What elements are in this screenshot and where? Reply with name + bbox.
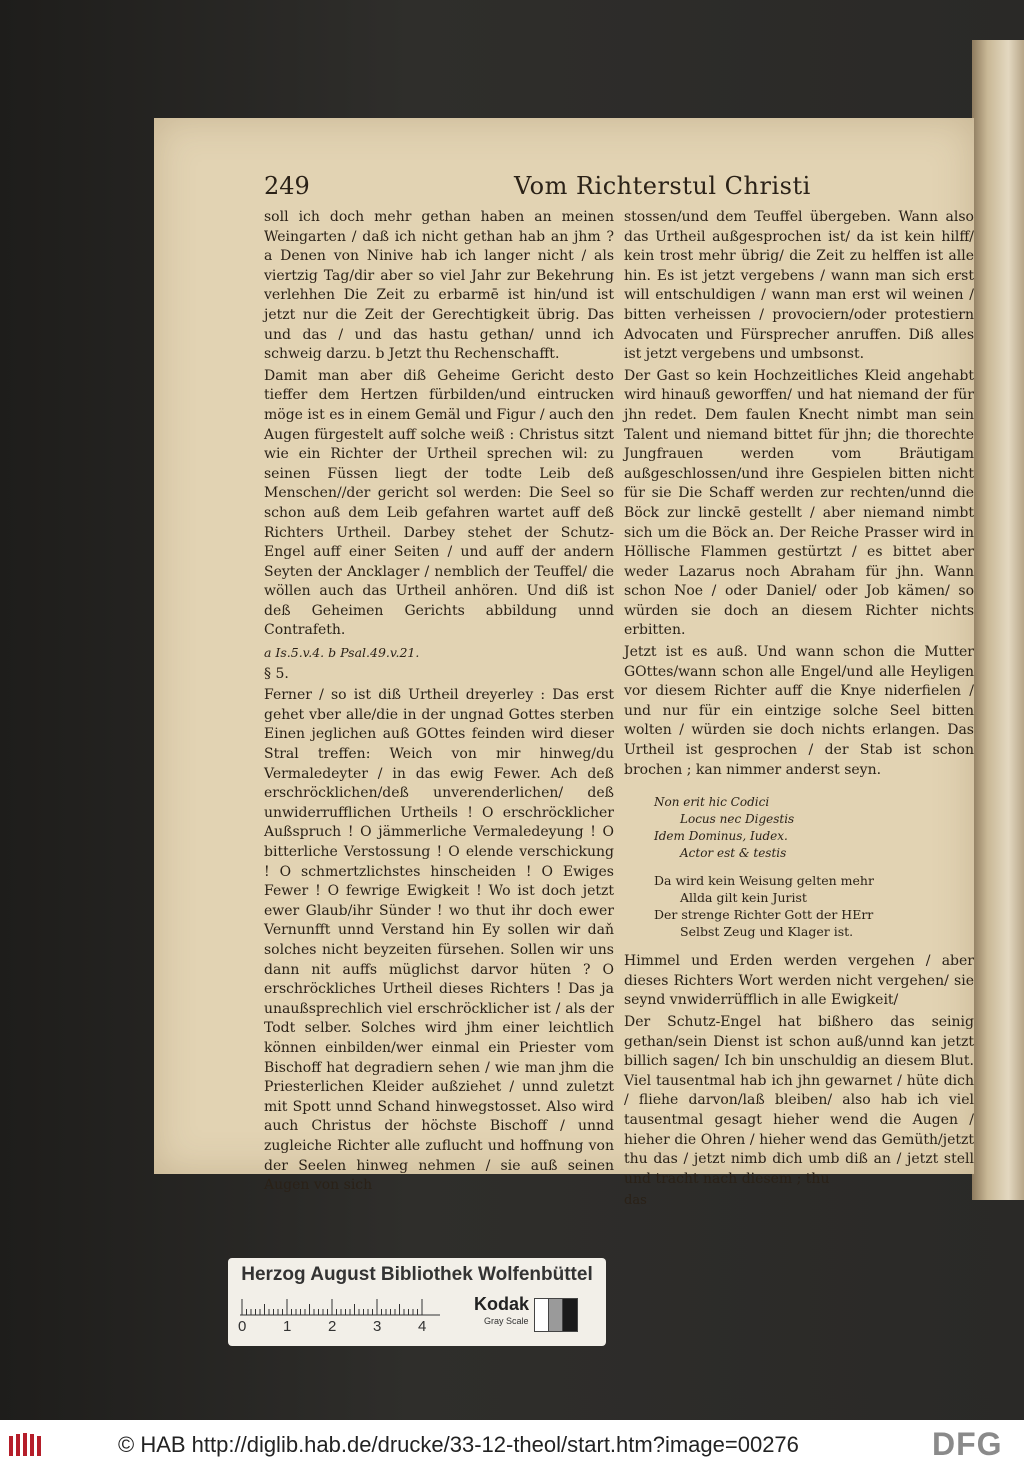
paragraph: stossen/und dem Teuffel übergeben. Wann also das Urtheil außgesprochen ist/ da ist kein hilff/ kein trost mehr übrig/ die Zeit zu helffen ist alle hin. Es ist jetzt vergebens / wann man sich erst will entschuldigen / wann man erst wil weinen / bitten verheissen / provociern/oder protestiern Advocaten und Fürsprecher anruffen. Diß alles ist jetzt vergebens und umbsonst. (624, 209, 974, 363)
book-spine (972, 40, 1024, 1200)
ruler-scale (240, 1292, 440, 1316)
ruler-number: 2 (328, 1318, 337, 1335)
gray-swatch-black (562, 1298, 578, 1332)
hab-logo-icon (8, 1432, 48, 1458)
book-page (154, 118, 974, 1209)
verse-line: Da wird kein Weisung gelten mehr (654, 873, 874, 889)
page-header (264, 172, 864, 208)
dfg-logo: DFG (932, 1426, 1003, 1462)
section-mark: § 5. (264, 665, 289, 682)
ruler-number: 0 (238, 1318, 247, 1335)
catchword: das (624, 1193, 647, 1209)
paragraph: Himmel und Erden werden vergehen / aber dieses Richters Wort werden nicht vergehen/ sie seynd vnwiderrüfflich in alle Ewigkeit/ (624, 953, 974, 1009)
paragraph: Der Schutz-Engel hat bißhero das seinig gethan/sein Dienst ist schon auß/unnd kan jetzt billich sagen/ Ich bin unschuldig an diesem Blut. Viel tausentmal hab ich jhn gewarnet / hüte dich / fliehe darvon/laß bleiben/ also hab ich viel tausentmal gesagt hieher wend die Augen / hieher die Ohren / hieher wend das Gemüth/jetzt thu das / jetzt nimb dich umb diß an / jetzt stell und tracht nach diesem ; thu (624, 1014, 974, 1187)
folio-number: 249 (264, 172, 310, 200)
right-column (624, 208, 974, 1213)
verse-line: Non erit hic Codici (654, 795, 770, 810)
verse-line: Allda gilt kein Jurist (680, 890, 807, 906)
verse-line: Der strenge Richter Gott der HErr (654, 907, 874, 923)
verse-line: Idem Dominus, Iudex. (654, 829, 788, 844)
verse-line: Locus nec Digestis (680, 812, 795, 827)
kodak-brand: Kodak (474, 1294, 530, 1314)
color-target-card (228, 1258, 606, 1346)
verse-line: Selbst Zeug und Klager ist. (680, 924, 854, 940)
paragraph: Damit man aber diß Geheime Gericht desto tieffer dem Hertzen fürbilden/und eintrucken möge ist es in einem Gemäl und Figur / auch den Augen fürgestelt auff solche weiß : Christus sitzt wie ein Richter der Urtheil sprechen wil: zu seinen Füssen liegt der todte Leib deß Menschen//der gericht sol werden: Die Seel so schon auß dem Leib gefahren wartet auff deß Richters Urtheil. Darbey stehet der Schutz-Engel auff einer Seiten / und auff der andern Seyten der Ancklager / nemblich der Teuffel/ die wöllen auch das Urtheil anhören. Und diß ist deß Geheimen Gerichts abbildung unnd Contrafeth. (264, 367, 614, 639)
gray-scale-label: Gray Scale (484, 1316, 529, 1326)
marginal-note: a Is.5.v.4. b Psal.49.v.21. (264, 645, 420, 661)
ruler-number: 4 (418, 1318, 427, 1335)
copyright-link[interactable]: © HAB http://diglib.hab.de/drucke/33-12-theol/start.htm?image=00276 (118, 1432, 799, 1457)
verse-block (654, 794, 974, 940)
running-head: Vom Richterstul Christi (514, 172, 811, 200)
library-name: Herzog August Bibliothek Wolfenbüttel (241, 1264, 593, 1285)
ruler-number: 1 (283, 1318, 292, 1335)
viewer-footer (0, 1420, 1024, 1468)
paragraph: Der Gast so kein Hochzeitliches Kleid angehabt wird hinauß geworffen/ und hat niemand der für jhn redet. Dem faulen Knecht nimbt man sein Talent und niemand bittet für jhn; die thorechte Jungfrauen werden vom Bräutigam außgeschlossen/und ihre Gespielen bitten nicht für sie Die Schaff werden zur rechten/unnd die Böck zur linckē gestellt / aber niemand nimbt sich um die Böck an. Der Reiche Prasser wird in Höllische Flammen gestürtzt / es bittet aber weder Lazarus noch Abraham für jhn. Wann schon Noe / oder Daniel/ oder Job kämen/ so würden sie doch an diesem Richter nichts erbitten. (624, 367, 974, 639)
paragraph: Ferner / so ist diß Urtheil dreyerley : Das erst gehet vber alle/die in der ungnad Gottes sterben Einen jeglichen auß GOttes feinden wird dieser Stral treffen: Weich von mir hinweg/du Vermaledeyter / in das ewig Fewer. Ach deß erschröcklichen/deß unverenderlichen/ deß unwiderrufflichen Urtheils ! O erschröcklicher Außspruch ! O jämmerliche Vermaledeyung ! O bitterliche Verstossung ! O elende verschickung ! O schmertzlichstes hinscheiden ! O Ewiges Fewer ! O fewrige Ewigkeit ! Wo ist doch jetzt ewer Glaub/ihr Sünder ! wo thut ihr doch ewer Vernunfft unnd Verstand hin Ey sollen wir daň solches nicht beyzeiten fürsehen. Sollen wir uns dann nit auffs müglichst darvor hüten ? O erschröckliches Urtheil dieses Richters ! Das ja unaußsprechlich viel erschröcklicher ist / als der Todt selber. Solches wird jhm einer leichtlich können einbilden/wer einmal ein Priester vom Bischoff hat degradiern sehen / wie man jhm die Priesterlichen Kleider außziehet / unnd zuletzt mit Spott unnd Schand hinwegstosset. Also wird auch Christus der höchste Bischoff / unnd zugleiche Richter alle zuflucht und hoffnung von der Seelen hinweg nehmen / sie auß seinen Augen von sich (264, 687, 614, 1194)
ruler-number: 3 (373, 1318, 382, 1335)
verse-line: Actor est & testis (680, 846, 787, 861)
left-column (264, 208, 614, 1198)
paragraph: soll ich doch mehr gethan haben an meinen Weingarten / daß ich nicht gethan hab an jhm ? a Denen von Ninive hab ich langer nicht / als viertzig Tag/dir aber so viel Jahr zur Bekehrung verlehhen Die Zeit zu erbarmē ist hin/und ist jetzt nur die Zeit der Gerechtigkeit übrig. Das und das / und das hastu gethan/ unnd ich schweig darzu. b Jetzt thu Rechenschafft. (264, 209, 614, 363)
paragraph: Jetzt ist es auß. Und wann schon die Mutter GOttes/wann schon alle Engel/und alle Heyligen vor diesem Richter auff die Knye niderfielen / und nur für ein eintzige solche Seel bitten wolten / würden sie doch nichts erlangen. Das Urtheil ist gesprochen / der Stab ist schon brochen ; kan nimmer anderst seyn. (624, 644, 974, 778)
